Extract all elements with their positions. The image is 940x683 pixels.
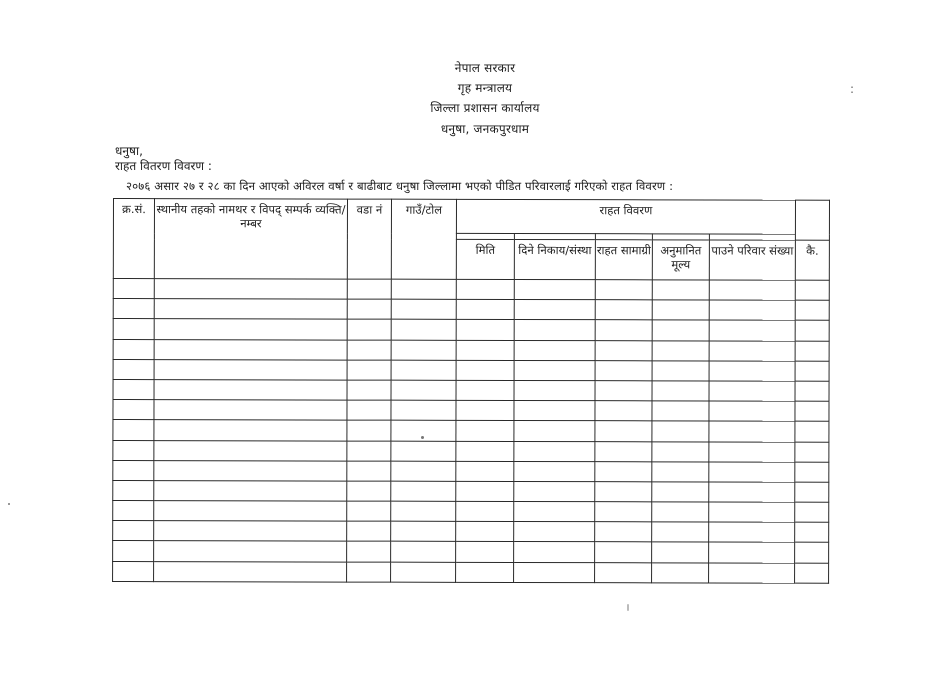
table-row (113, 400, 829, 422)
table-cell (652, 562, 709, 582)
table-cell (113, 521, 154, 541)
table-cell (154, 521, 347, 542)
table-cell (514, 320, 595, 340)
table-cell (347, 279, 391, 299)
table-cell (113, 501, 154, 521)
table-row (113, 460, 829, 482)
table-cell (595, 340, 652, 360)
table-cell (347, 461, 391, 481)
header-ward: वडा नं (347, 199, 391, 279)
table-cell (113, 440, 154, 460)
section-label: राहत वितरण विवरण : (115, 159, 212, 173)
table-cell (391, 340, 456, 360)
table-cell (347, 481, 391, 501)
table-cell (347, 542, 391, 562)
table-cell (795, 421, 829, 441)
table-cell (514, 300, 595, 320)
table-cell (456, 279, 514, 299)
header-relief-details: राहत विवरण (456, 199, 795, 234)
table-cell (456, 340, 514, 360)
table-cell (709, 522, 795, 542)
table-cell (709, 320, 795, 340)
header-extra-blank (795, 200, 829, 240)
table-row (113, 279, 829, 301)
table-cell (113, 420, 154, 440)
table-row (113, 379, 829, 401)
table-cell (595, 320, 652, 340)
table-row (113, 541, 829, 563)
table-cell (347, 420, 391, 440)
table-cell (113, 279, 154, 299)
table-cell (652, 522, 709, 542)
table-cell (709, 482, 795, 502)
table-cell (595, 542, 652, 562)
header-estimated-value: अनुमानित मूल्य (652, 240, 709, 280)
table-cell (652, 361, 709, 381)
table-cell (595, 300, 652, 320)
table-cell (456, 441, 514, 461)
table-cell (709, 381, 795, 401)
header-name-contact: स्थानीय तहको नामथर र विपद् सम्पर्क व्यक्ति/नम्बर (154, 199, 347, 279)
table-cell (709, 341, 795, 361)
ministry-name: गृह मन्त्रालय (457, 81, 513, 95)
table-cell (347, 441, 391, 461)
table-cell (347, 501, 391, 521)
table-cell (595, 421, 652, 441)
table-cell (456, 360, 514, 380)
table-cell (514, 562, 595, 582)
district-label: धनुषा, (115, 144, 143, 158)
table-cell (154, 400, 347, 421)
table-cell (154, 279, 347, 300)
table-cell (795, 361, 829, 381)
table-cell (514, 461, 595, 481)
table-cell (652, 482, 709, 502)
table-cell (391, 562, 456, 582)
table-cell (795, 300, 829, 320)
table-row (113, 561, 829, 583)
table-cell (652, 340, 709, 360)
table-cell (514, 441, 595, 461)
table-cell (514, 421, 595, 441)
table-cell (709, 441, 795, 461)
table-cell (795, 341, 829, 361)
table-cell (709, 401, 795, 421)
government-name: नेपाल सरकार (454, 61, 516, 75)
table-cell (154, 319, 347, 340)
table-cell (595, 562, 652, 582)
table-cell (113, 319, 154, 339)
table-cell (113, 541, 154, 561)
table-cell (391, 400, 456, 420)
table-cell (595, 502, 652, 522)
table-cell (456, 461, 514, 481)
scan-speck (627, 604, 629, 611)
table-cell (391, 299, 456, 319)
table-cell (113, 460, 154, 480)
table-row (113, 501, 829, 523)
table-cell (347, 360, 391, 380)
table-cell (652, 300, 709, 320)
table-cell (652, 441, 709, 461)
table-cell (514, 360, 595, 380)
table-cell (391, 501, 456, 521)
header-agency: दिने निकाय/संस्था (514, 239, 595, 279)
table-cell (456, 300, 514, 320)
table-cell (391, 521, 456, 541)
table-row (113, 440, 829, 462)
table-cell (456, 421, 514, 441)
table-cell (347, 380, 391, 400)
table-row (113, 420, 829, 442)
table-cell (456, 562, 514, 582)
table-cell (652, 401, 709, 421)
table-cell (795, 321, 829, 341)
table-cell (456, 380, 514, 400)
table-cell (652, 462, 709, 482)
table-cell (652, 381, 709, 401)
table-cell (391, 441, 456, 461)
office-location: धनुषा, जनकपुरधाम (440, 122, 530, 136)
header-relief-goods: राहत सामाग्री (595, 240, 652, 280)
table-cell (154, 440, 347, 461)
table-row (113, 339, 829, 361)
table-cell (113, 339, 154, 359)
table-cell (514, 279, 595, 299)
table-cell (347, 340, 391, 360)
table-cell (154, 339, 347, 360)
table-cell (514, 401, 595, 421)
table-cell (795, 482, 829, 502)
table-cell (795, 563, 829, 583)
table-cell (595, 360, 652, 380)
table-cell (652, 320, 709, 340)
office-name: जिल्ला प्रशासन कार्यालय (430, 101, 540, 115)
table-cell (514, 502, 595, 522)
table-cell (709, 542, 795, 562)
table-cell (113, 299, 154, 319)
table-row (113, 521, 829, 543)
table-cell (514, 380, 595, 400)
header-families-count: पाउने परिवार संख्या (709, 240, 795, 280)
table-cell (652, 542, 709, 562)
margin-mark: : (850, 82, 855, 96)
table-row (113, 480, 829, 502)
header-village: गाउँ/टोल (391, 199, 456, 279)
table-cell (391, 320, 456, 340)
table-cell (795, 381, 829, 401)
table-cell (456, 542, 514, 562)
table-cell (709, 361, 795, 381)
table-cell (456, 501, 514, 521)
table-cell (709, 300, 795, 320)
table-cell (391, 542, 456, 562)
header-date: मिति (456, 239, 514, 279)
table-cell (795, 502, 829, 522)
table-cell (113, 480, 154, 500)
table-cell (709, 421, 795, 441)
table-cell (795, 522, 829, 542)
table-cell (391, 279, 456, 299)
table-cell (113, 379, 154, 399)
table-cell (795, 280, 829, 300)
table-cell (113, 400, 154, 420)
table-cell (652, 280, 709, 300)
table-cell (514, 542, 595, 562)
table-cell (391, 481, 456, 501)
table-cell (347, 400, 391, 420)
table-cell (652, 421, 709, 441)
table-cell (595, 280, 652, 300)
table-cell (154, 420, 347, 441)
table-cell (347, 562, 391, 582)
table-cell (795, 543, 829, 563)
header-remarks: कै. (795, 240, 829, 280)
table-cell (709, 502, 795, 522)
table-cell (652, 502, 709, 522)
table-cell (113, 561, 154, 581)
table-cell (514, 340, 595, 360)
table-cell (795, 401, 829, 421)
table-cell (709, 280, 795, 300)
table-cell (595, 522, 652, 542)
table-cell (456, 481, 514, 501)
ink-speck (421, 436, 424, 439)
relief-distribution-table (112, 198, 830, 584)
table-cell (709, 563, 795, 583)
table-cell (514, 481, 595, 501)
table-cell (347, 319, 391, 339)
table-cell (347, 521, 391, 541)
table-cell (514, 522, 595, 542)
table-cell (709, 462, 795, 482)
table-cell (154, 541, 347, 562)
table-row (113, 299, 829, 321)
table-row (113, 319, 829, 341)
table-cell (391, 461, 456, 481)
table-cell (154, 460, 347, 481)
table-body (113, 279, 830, 584)
table-cell (154, 299, 347, 320)
table-cell (456, 320, 514, 340)
table-cell (795, 462, 829, 482)
table-cell (595, 401, 652, 421)
table-cell (391, 360, 456, 380)
table-cell (154, 359, 347, 380)
header-serial: क्र.सं. (113, 199, 154, 279)
table-cell (595, 381, 652, 401)
table-description: २०७६ असार २७ र २८ का दिन आएको अविरल वर्षा र बाढीबाट धनुषा जिल्लामा भएको पीडित परिवारलाई गरिएको राहत विवरण : (126, 179, 674, 193)
table-cell (154, 501, 347, 522)
scan-speck (8, 503, 10, 505)
table-cell (595, 441, 652, 461)
table-cell (154, 480, 347, 501)
table-cell (347, 299, 391, 319)
table-cell (795, 442, 829, 462)
table-cell (595, 482, 652, 502)
table-cell (456, 400, 514, 420)
table-cell (391, 380, 456, 400)
table-row (113, 359, 829, 381)
table-cell (113, 359, 154, 379)
table-cell (154, 561, 347, 582)
table-cell (595, 461, 652, 481)
table-cell (456, 522, 514, 542)
table-cell (154, 380, 347, 401)
